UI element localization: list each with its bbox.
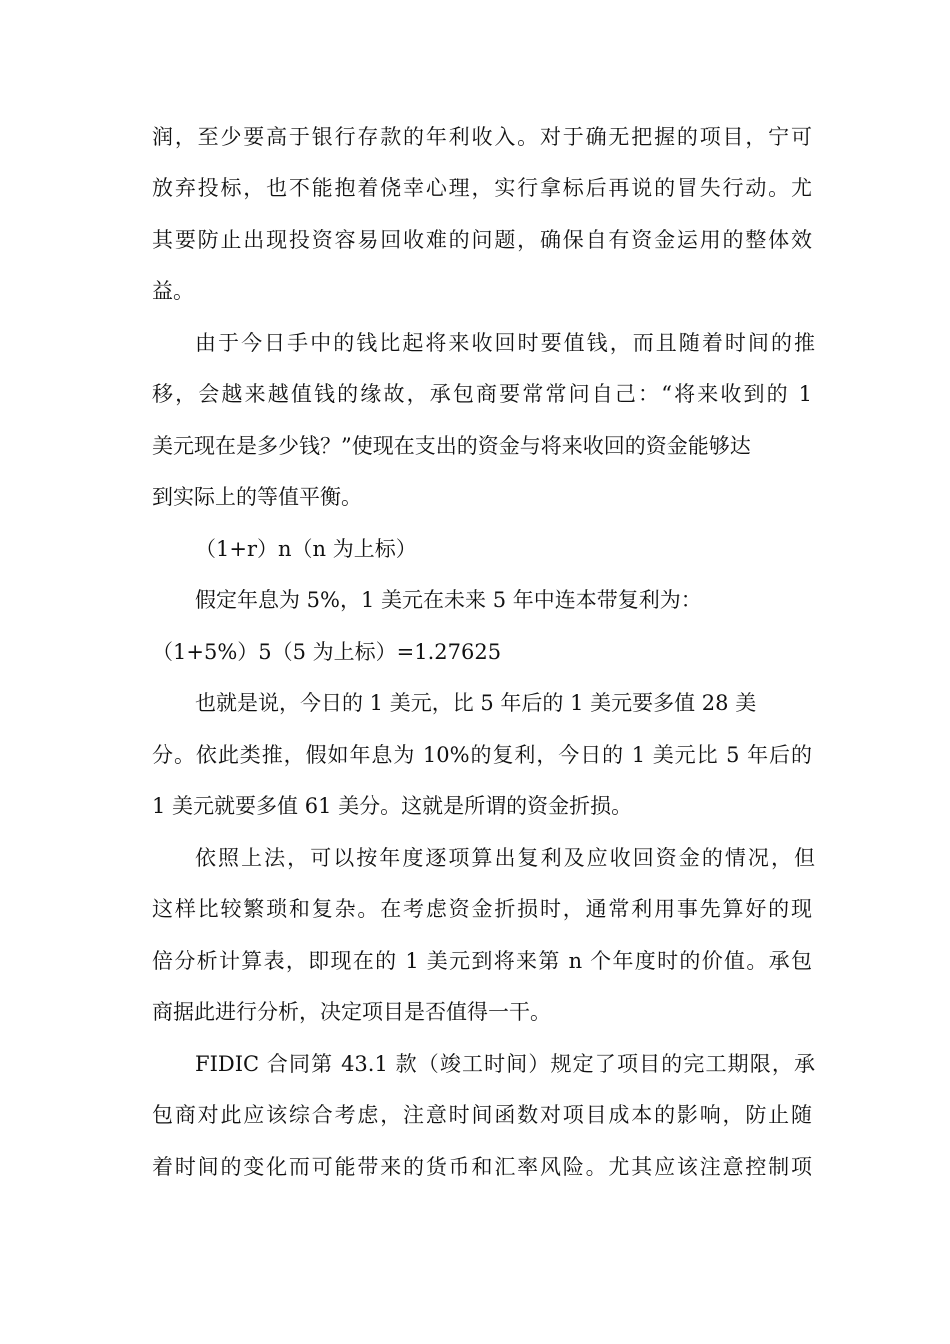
paragraph-line: 到实际上的等值平衡。	[152, 485, 362, 509]
paragraph-line: 放弃投标，也不能抱着侥幸心理，实行拿标后再说的冒失行动。尤	[152, 176, 812, 200]
paragraph-line: 也就是说，今日的 1 美元，比 5 年后的 1 美元要多值 28 美	[195, 691, 757, 715]
paragraph-line: 由于今日手中的钱比起将来收回时要值钱，而且随着时间的推	[195, 331, 815, 355]
formula-line: （1+r）n（n 为上标）	[195, 537, 417, 561]
paragraph-line: 其要防止出现投资容易回收难的问题，确保自有资金运用的整体效	[152, 228, 812, 252]
paragraph-line: 倍分析计算表，即现在的 1 美元到将来第 n 个年度时的价值。承包	[152, 949, 812, 973]
paragraph-line: 美元现在是多少钱？”使现在支出的资金与将来收回的资金能够达	[152, 434, 751, 458]
paragraph-line: 分。依此类推，假如年息为 10%的复利，今日的 1 美元比 5 年后的	[152, 743, 812, 767]
paragraph-line: 益。	[152, 279, 194, 303]
formula-line: （1+5%）5（5 为上标）=1.27625	[152, 640, 502, 664]
paragraph-line: 这样比较繁琐和复杂。在考虑资金折损时，通常利用事先算好的现	[152, 897, 812, 921]
paragraph-line: 移，会越来越值钱的缘故，承包商要常常问自己：“将来收到的 1	[152, 382, 812, 406]
paragraph-line: 商据此进行分析，决定项目是否值得一干。	[152, 1000, 551, 1024]
paragraph-line: FIDIC 合同第 43.1 款（竣工时间）规定了项目的完工期限，承	[195, 1052, 815, 1076]
paragraph-line: 依照上法，可以按年度逐项算出复利及应收回资金的情况，但	[195, 846, 815, 870]
paragraph-line: 假定年息为 5%，1 美元在未来 5 年中连本带复利为：	[195, 588, 702, 612]
paragraph-line: 润，至少要高于银行存款的年利收入。对于确无把握的项目，宁可	[152, 125, 812, 149]
paragraph-line: 包商对此应该综合考虑，注意时间函数对项目成本的影响，防止随	[152, 1103, 812, 1127]
paragraph-line: 着时间的变化而可能带来的货币和汇率风险。尤其应该注意控制项	[152, 1155, 812, 1179]
paragraph-line: 1 美元就要多值 61 美分。这就是所谓的资金折损。	[152, 794, 633, 818]
